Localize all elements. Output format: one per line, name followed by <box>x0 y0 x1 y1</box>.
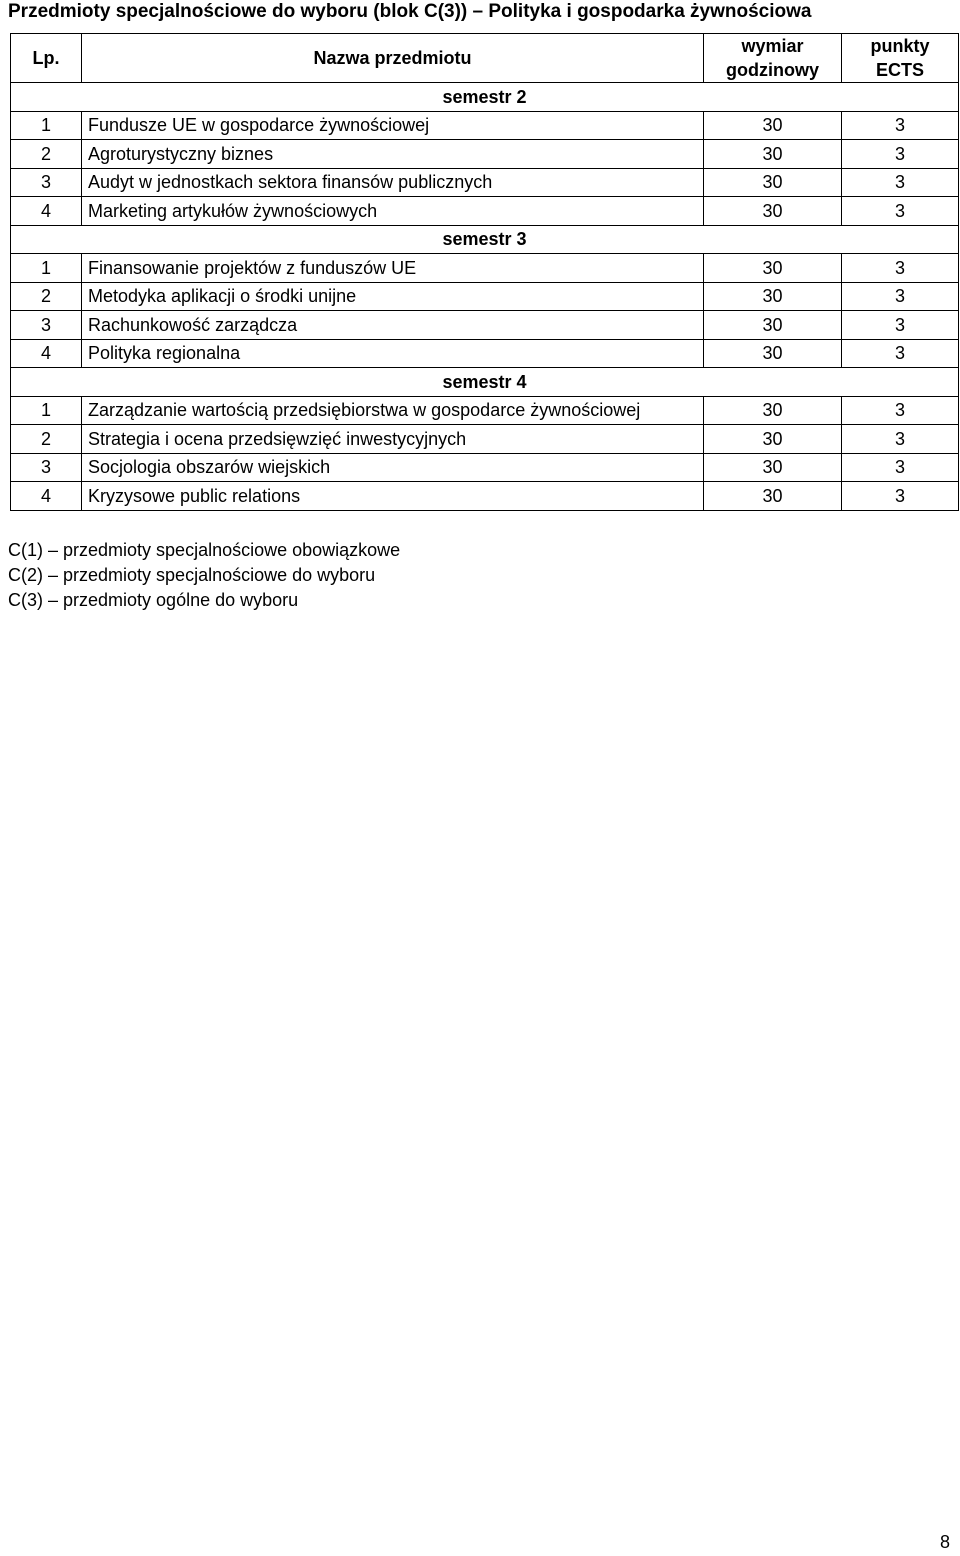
header-name-label: Nazwa przedmiotu <box>313 48 472 68</box>
header-hours-line2: godzinowy <box>726 60 819 80</box>
row-ects: 3 <box>842 111 959 140</box>
table-row <box>11 140 959 169</box>
table-row <box>11 111 959 140</box>
row-name: Zarządzanie wartością przedsiębiorstwa w gospodarce żywnościowej <box>82 396 704 425</box>
row-ects: 3 <box>842 254 959 283</box>
row-name: Strategia i ocena przedsięwzięć inwestycyjnych <box>82 425 704 454</box>
row-ects: 3 <box>842 311 959 340</box>
row-lp: 3 <box>11 168 82 197</box>
table-row <box>11 282 959 311</box>
row-lp: 1 <box>11 111 82 140</box>
row-ects: 3 <box>842 168 959 197</box>
table-row <box>11 425 959 454</box>
table-header-row <box>11 34 959 83</box>
row-hours: 30 <box>704 482 842 511</box>
semester-label: semestr 3 <box>11 225 959 254</box>
legend-item: C(3) – przedmioty ogólne do wyboru <box>8 590 299 610</box>
header-hours-line1: wymiar <box>741 36 804 56</box>
row-lp: 1 <box>11 254 82 283</box>
table-row <box>11 311 959 340</box>
row-name: Rachunkowość zarządcza <box>82 311 704 340</box>
table-row <box>11 453 959 482</box>
row-hours: 30 <box>704 254 842 283</box>
row-ects: 3 <box>842 197 959 226</box>
row-hours: 30 <box>704 168 842 197</box>
row-name: Audyt w jednostkach sektora finansów publicznych <box>82 168 704 197</box>
header-lp <box>11 34 82 83</box>
header-lp-label: Lp. <box>32 48 60 68</box>
row-ects: 3 <box>842 339 959 368</box>
legend-item: C(1) – przedmioty specjalnościowe obowiązkowe <box>8 540 401 560</box>
legend <box>8 538 400 613</box>
row-hours: 30 <box>704 197 842 226</box>
row-name: Metodyka aplikacji o środki unijne <box>82 282 704 311</box>
row-hours: 30 <box>704 311 842 340</box>
row-name: Socjologia obszarów wiejskich <box>82 453 704 482</box>
row-lp: 3 <box>11 311 82 340</box>
header-name <box>82 34 704 83</box>
row-lp: 2 <box>11 140 82 169</box>
row-ects: 3 <box>842 482 959 511</box>
row-ects: 3 <box>842 453 959 482</box>
table-row <box>11 396 959 425</box>
table-row <box>11 197 959 226</box>
table-row <box>11 339 959 368</box>
semester-label: semestr 4 <box>11 368 959 397</box>
table-row <box>11 168 959 197</box>
row-ects: 3 <box>842 282 959 311</box>
semester-label: semestr 2 <box>11 83 959 112</box>
legend-item: C(2) – przedmioty specjalnościowe do wyboru <box>8 565 376 585</box>
row-hours: 30 <box>704 111 842 140</box>
row-lp: 4 <box>11 482 82 511</box>
semester-row <box>11 368 959 397</box>
row-hours: 30 <box>704 140 842 169</box>
row-hours: 30 <box>704 425 842 454</box>
row-lp: 2 <box>11 282 82 311</box>
row-hours: 30 <box>704 453 842 482</box>
row-lp: 4 <box>11 197 82 226</box>
row-ects: 3 <box>842 425 959 454</box>
row-name: Finansowanie projektów z funduszów UE <box>82 254 704 283</box>
row-lp: 2 <box>11 425 82 454</box>
row-name: Kryzysowe public relations <box>82 482 704 511</box>
page-title: Przedmioty specjalnościowe do wyboru (blok C(3)) – Polityka i gospodarka żywnościowa <box>8 1 812 22</box>
row-ects: 3 <box>842 396 959 425</box>
row-lp: 3 <box>11 453 82 482</box>
semester-row <box>11 83 959 112</box>
row-ects: 3 <box>842 140 959 169</box>
table-body <box>11 83 959 511</box>
row-lp: 4 <box>11 339 82 368</box>
row-hours: 30 <box>704 282 842 311</box>
row-lp: 1 <box>11 396 82 425</box>
courses-table <box>10 33 959 511</box>
row-name: Fundusze UE w gospodarce żywnościowej <box>82 111 704 140</box>
row-hours: 30 <box>704 396 842 425</box>
row-hours: 30 <box>704 339 842 368</box>
header-ects-line1: punkty <box>870 36 930 56</box>
row-name: Marketing artykułów żywnościowych <box>82 197 704 226</box>
table-row <box>11 482 959 511</box>
header-ects <box>842 34 959 83</box>
table-row <box>11 254 959 283</box>
header-ects-line2: ECTS <box>875 60 924 80</box>
row-name: Polityka regionalna <box>82 339 704 368</box>
page-number: 8 <box>939 1532 950 1552</box>
semester-row <box>11 225 959 254</box>
header-hours <box>704 34 842 83</box>
row-name: Agroturystyczny biznes <box>82 140 704 169</box>
